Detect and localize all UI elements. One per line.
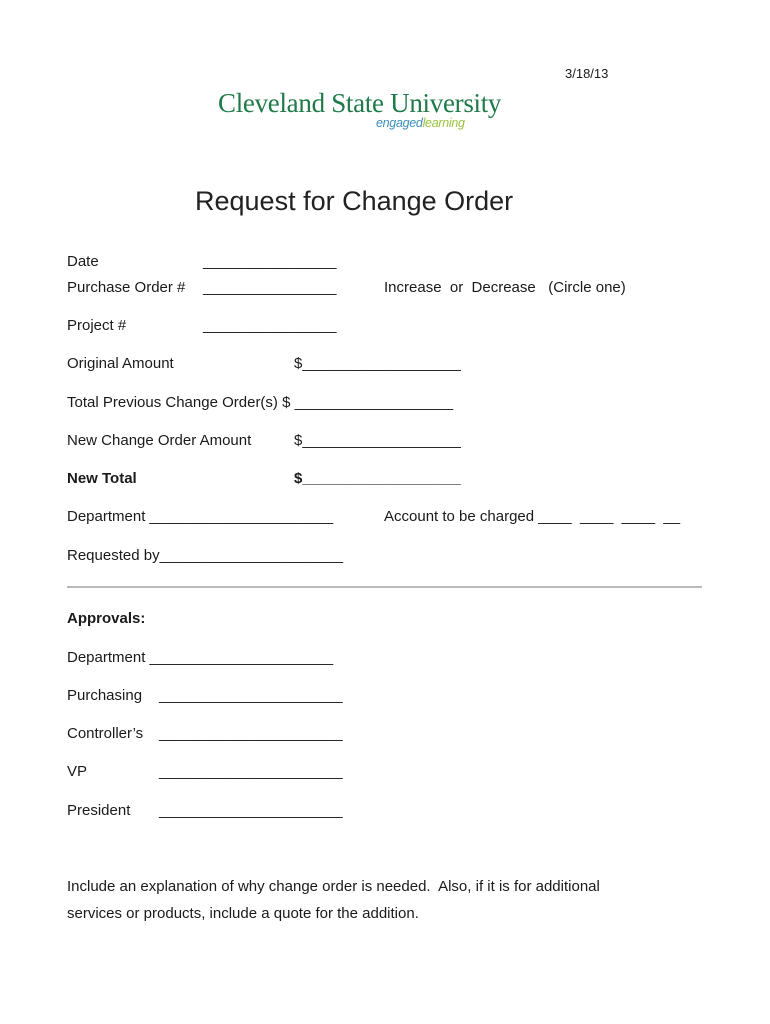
project-field[interactable]: ________________ bbox=[203, 317, 337, 334]
department-line[interactable]: Department ______________________ bbox=[67, 508, 334, 525]
form-title: Request for Change Order bbox=[195, 186, 514, 216]
section-divider bbox=[67, 586, 702, 588]
footer-instruction-line-2: services or products, include a quote for the addition. bbox=[67, 905, 419, 922]
vp-label: VP bbox=[67, 763, 88, 780]
purchase-order-field[interactable]: ________________ bbox=[203, 279, 337, 296]
date-label: Date bbox=[67, 253, 99, 270]
new-change-order-field[interactable]: $___________________ bbox=[294, 432, 461, 449]
purchasing-label: Purchasing bbox=[67, 687, 143, 704]
controllers-signature-field[interactable]: ______________________ bbox=[159, 725, 343, 742]
original-amount-field[interactable]: $___________________ bbox=[294, 355, 461, 372]
president-signature-field[interactable]: ______________________ bbox=[159, 802, 343, 819]
new-change-order-label: New Change Order Amount bbox=[67, 432, 252, 449]
approval-department-line[interactable]: Department ______________________ bbox=[67, 649, 334, 666]
president-label: President bbox=[67, 802, 131, 819]
account-charged-line[interactable]: Account to be charged ____ ____ ____ __ bbox=[384, 508, 681, 525]
logo-tag-learning: learning bbox=[422, 116, 465, 130]
document-date: 3/18/13 bbox=[565, 66, 609, 81]
purchase-order-label: Purchase Order # bbox=[67, 279, 186, 296]
requested-by-line[interactable]: Requested by______________________ bbox=[67, 547, 344, 564]
original-amount-label: Original Amount bbox=[67, 355, 174, 372]
approvals-heading: Approvals: bbox=[67, 610, 146, 627]
university-logo-tagline bbox=[376, 116, 465, 130]
previous-change-orders-line[interactable]: Total Previous Change Order(s) $ ___________________ bbox=[67, 394, 454, 411]
new-total-field[interactable]: $___________________ bbox=[294, 470, 461, 487]
increase-decrease-option[interactable]: Increase or Decrease (Circle one) bbox=[384, 279, 626, 296]
controllers-label: Controller’s bbox=[67, 725, 144, 742]
purchasing-signature-field[interactable]: ______________________ bbox=[159, 687, 343, 704]
new-total-label: New Total bbox=[67, 470, 137, 487]
logo-tag-engaged: engaged bbox=[376, 116, 423, 130]
university-logo-name: Cleveland State University bbox=[218, 88, 502, 118]
vp-signature-field[interactable]: ______________________ bbox=[159, 763, 343, 780]
date-field[interactable]: ________________ bbox=[203, 253, 337, 270]
project-label: Project # bbox=[67, 317, 127, 334]
footer-instruction-line-1: Include an explanation of why change order is needed. Also, if it is for additional bbox=[67, 878, 600, 895]
